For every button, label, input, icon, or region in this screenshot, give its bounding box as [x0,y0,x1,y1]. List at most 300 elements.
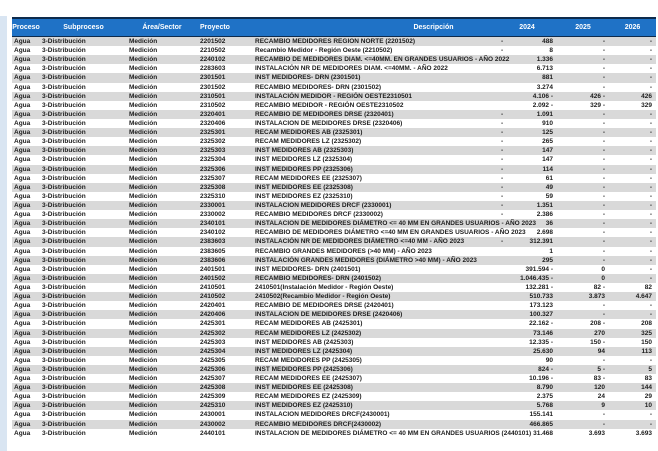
cell-2026[interactable]: - [649,110,652,118]
cell-2026[interactable]: - [649,47,652,55]
cell-2026[interactable]: 3.693 [635,429,652,437]
cell-2024[interactable] [497,283,557,292]
cell-descripcion[interactable]: INST MEDIDORES LZ (2425304) [255,347,353,355]
cell-area-sector[interactable]: Medición [129,83,158,91]
cell-proyecto[interactable]: 2425303 [200,338,226,346]
cell-proyecto[interactable]: 2325308 [200,183,226,191]
cell-area-sector[interactable]: Medición [129,174,158,182]
cell-2025[interactable]: 270 [594,329,605,337]
cell-proyecto[interactable]: 2283603 [200,65,226,73]
cell-area-sector[interactable]: Medición [129,156,158,164]
cell-2025[interactable]: - [602,65,605,73]
cell-2026[interactable]: - [649,65,652,73]
cell-descripcion[interactable]: INSTALACIÓN NR DE MEDIDORES DIÁMETRO <=40 MM - AÑO 2023 [255,238,465,246]
cell-area-sector[interactable]: Medición [129,101,158,109]
cell-descripcion[interactable]: INST MEDIDORES PP (2425306) [255,365,353,373]
cell-subproceso[interactable]: 3-Distribución [42,274,86,282]
cell-2024[interactable] [497,46,557,55]
cell-subproceso[interactable]: 3-Distribución [42,347,86,355]
cell-proceso[interactable]: Agua [14,347,31,355]
cell-subproceso[interactable]: 3-Distribución [42,165,86,173]
cell-descripcion[interactable]: 2410501(Instalación Medidor - Región Oeste) [255,283,394,291]
cell-2024[interactable] [497,228,557,237]
cell-2026[interactable]: - [649,129,652,137]
cell-2026[interactable]: - [649,356,652,364]
cell-descripcion[interactable]: RECAM MEDIDORES EZ (2425309) [255,393,362,401]
header-2025[interactable]: 2025 [575,24,591,31]
cell-descripcion[interactable]: RECAMBIO MEDIDORES DRCF(2430002) [255,420,382,428]
cell-2026[interactable]: - [649,211,652,219]
cell-2026[interactable]: 325 [641,329,652,337]
cell-proceso[interactable]: Agua [14,320,31,328]
cell-proyecto[interactable]: 2301502 [200,83,226,91]
cell-proyecto[interactable]: 2310502 [200,101,226,109]
cell-area-sector[interactable]: Medición [129,165,158,173]
cell-2026[interactable]: 82 [644,283,652,291]
cell-2025[interactable]: 83 - [593,375,605,383]
cell-proceso[interactable]: Agua [14,256,31,264]
cell-proyecto[interactable]: 2325304 [200,156,226,164]
cell-proceso[interactable]: Agua [14,365,31,373]
cell-proyecto[interactable]: 2425307 [200,375,226,383]
cell-subproceso[interactable]: 3-Distribución [42,293,86,301]
cell-proceso[interactable]: Agua [14,211,31,219]
cell-2024[interactable] [497,301,557,310]
cell-area-sector[interactable]: Medición [129,393,158,401]
cell-2026[interactable]: - [649,274,652,282]
cell-2025[interactable]: - [602,356,605,364]
cell-2024[interactable] [497,183,557,192]
cell-proyecto[interactable]: 2425302 [200,329,226,337]
cell-proceso[interactable]: Agua [14,138,31,146]
cell-proceso[interactable]: Agua [14,119,31,127]
cell-area-sector[interactable]: Medición [129,192,158,200]
cell-proceso[interactable]: Agua [14,56,31,64]
cell-proceso[interactable]: Agua [14,174,31,182]
cell-2025[interactable]: - [602,129,605,137]
cell-2026[interactable]: 4.647 [635,293,652,301]
cell-proyecto[interactable]: 2425309 [200,393,226,401]
cell-proceso[interactable]: Agua [14,38,31,45]
cell-2026[interactable]: - [649,411,652,419]
cell-proceso[interactable]: Agua [14,101,31,109]
cell-2025[interactable]: 82 - [593,283,605,291]
cell-area-sector[interactable]: Medición [129,256,158,264]
cell-proceso[interactable]: Agua [14,147,31,155]
cell-subproceso[interactable]: 3-Distribución [42,238,86,246]
cell-subproceso[interactable]: 3-Distribución [42,247,86,255]
cell-area-sector[interactable]: Medición [129,365,158,373]
cell-area-sector[interactable]: Medición [129,247,158,255]
cell-proceso[interactable]: Agua [14,92,31,100]
cell-2025[interactable]: - [602,47,605,55]
cell-subproceso[interactable]: 3-Distribución [42,147,86,155]
cell-descripcion[interactable]: RECAMBIO MEDIDORES DRCF (2330002) [255,211,383,219]
cell-descripcion[interactable]: INST MEDIDORES PP (2325306) [255,165,353,173]
cell-subproceso[interactable]: 3-Distribución [42,56,86,64]
cell-2024[interactable] [497,201,557,210]
cell-subproceso[interactable]: 3-Distribución [42,265,86,273]
cell-2025[interactable]: 426 - [590,92,605,100]
cell-area-sector[interactable]: Medición [129,211,158,219]
cell-area-sector[interactable]: Medición [129,183,158,191]
cell-descripcion[interactable]: INST MEDIDORES EZ (2425310) [255,402,353,410]
cell-proceso[interactable]: Agua [14,47,31,55]
cell-2025[interactable]: - [602,138,605,146]
cell-area-sector[interactable]: Medición [129,302,158,310]
cell-descripcion[interactable]: INST MEDIDORES EZ (2325310) [255,192,353,200]
cell-proceso[interactable]: Agua [14,384,31,392]
cell-subproceso[interactable]: 3-Distribución [42,83,86,91]
cell-2024[interactable] [497,329,557,338]
cell-2024[interactable] [497,37,557,46]
cell-2025[interactable]: - [602,74,605,82]
cell-2024[interactable] [497,237,557,246]
cell-2025[interactable]: - [602,238,605,246]
cell-area-sector[interactable]: Medición [129,384,158,392]
cell-proyecto[interactable]: 2410501 [200,283,226,291]
cell-descripcion[interactable]: INSTALACION DE MEDIDORES DIÁMETRO <= 40 MM EN GRANDES USUARIOS - AÑO 2023 [255,220,536,228]
cell-2026[interactable]: - [649,247,652,255]
cell-subproceso[interactable]: 3-Distribución [42,92,86,100]
cell-proyecto[interactable]: 2425304 [200,347,226,355]
cell-descripcion[interactable]: INST MEDIDORES AB (2425303) [255,338,354,346]
cell-2026[interactable]: - [649,147,652,155]
cell-proyecto[interactable]: 2340102 [200,229,226,237]
cell-proceso[interactable]: Agua [14,356,31,364]
header-proceso[interactable]: Proceso [12,24,40,31]
cell-proceso[interactable]: Agua [14,83,31,91]
cell-area-sector[interactable]: Medición [129,74,158,82]
cell-2025[interactable]: - [602,192,605,200]
cell-2026[interactable]: - [649,138,652,146]
cell-area-sector[interactable]: Medición [129,229,158,237]
cell-2024[interactable] [497,174,557,183]
cell-2026[interactable]: - [649,38,652,45]
cell-proyecto[interactable]: 2440101 [200,429,226,437]
cell-2024[interactable] [497,356,557,365]
cell-2026[interactable]: 329 [641,101,652,109]
cell-descripcion[interactable]: INST MEDIDORES- DRN (2401501) [255,265,361,273]
cell-subproceso[interactable]: 3-Distribución [42,338,86,346]
cell-descripcion[interactable]: RECAM MEDIDORES LZ (2325302) [255,138,362,146]
cell-descripcion[interactable]: 2410502(Recambio Medidor - Región Oeste) [255,293,391,301]
cell-descripcion[interactable]: RECAM MEDIDORES LZ (2425302) [255,329,362,337]
cell-area-sector[interactable]: Medición [129,375,158,383]
cell-area-sector[interactable]: Medición [129,129,158,137]
cell-2024[interactable] [497,365,557,374]
cell-area-sector[interactable]: Medición [129,338,158,346]
cell-2025[interactable]: 3.693 [588,429,605,437]
cell-2026[interactable]: - [649,201,652,209]
header-subproceso[interactable]: Subproceso [63,24,104,31]
cell-proyecto[interactable]: 2430002 [200,420,226,428]
cell-subproceso[interactable]: 3-Distribución [42,375,86,383]
cell-proceso[interactable]: Agua [14,411,31,419]
cell-subproceso[interactable]: 3-Distribución [42,174,86,182]
cell-proyecto[interactable]: 2325302 [200,138,226,146]
cell-2025[interactable]: 3.873 [588,293,605,301]
cell-2025[interactable]: 9 [601,402,605,410]
cell-2024[interactable] [497,319,557,328]
cell-descripcion[interactable]: INSTALACION DE MEDIDORES DIÁMETRO <= 40 MM EN GRANDES USUARIOS (2440101) [255,429,532,437]
cell-2025[interactable]: - [602,256,605,264]
cell-proyecto[interactable]: 2325303 [200,147,226,155]
cell-2024[interactable] [497,265,557,274]
cell-descripcion[interactable]: RECAMBIO MEDIDOR - REGIÓN OESTE2310502 [255,101,404,109]
cell-descripcion[interactable]: INSTALACION MEDIDORES DRCF(2430001) [255,411,390,419]
cell-2024[interactable] [497,310,557,319]
cell-area-sector[interactable]: Medición [129,320,158,328]
cell-descripcion[interactable]: RECAMBIO MEDIDORES- DRN (2401502) [255,274,382,282]
cell-descripcion[interactable]: INST MEDIDORES LZ (2325304) [255,156,353,164]
cell-2026[interactable]: 83 [644,375,652,383]
cell-descripcion[interactable]: INSTALACION MEDIDORES DRCF (2330001) [255,201,392,209]
cell-proceso[interactable]: Agua [14,274,31,282]
cell-2025[interactable]: - [602,83,605,91]
cell-proceso[interactable]: Agua [14,247,31,255]
cell-proyecto[interactable]: 2325307 [200,174,226,182]
cell-proceso[interactable]: Agua [14,265,31,273]
cell-subproceso[interactable]: 3-Distribución [42,365,86,373]
cell-proyecto[interactable]: 2410502 [200,293,226,301]
cell-proyecto[interactable]: 2401501 [200,265,226,273]
cell-area-sector[interactable]: Medición [129,347,158,355]
cell-descripcion[interactable]: RECAMBIO MEDIDORES REGION NORTE (2201502) [255,38,416,45]
cell-proceso[interactable]: Agua [14,238,31,246]
cell-descripcion[interactable]: INST MEDIDORES EE (2425308) [255,384,353,392]
cell-subproceso[interactable]: 3-Distribución [42,183,86,191]
cell-descripcion[interactable]: RECAMBIO GRANDES MEDIDORES (>40 MM) - AÑO 2023 [255,247,432,255]
cell-area-sector[interactable]: Medición [129,293,158,301]
cell-area-sector[interactable]: Medición [129,265,158,273]
cell-area-sector[interactable]: Medición [129,220,158,228]
cell-2024[interactable] [497,429,557,438]
cell-subproceso[interactable]: 3-Distribución [42,420,86,428]
cell-2025[interactable]: - [602,247,605,255]
cell-area-sector[interactable]: Medición [129,65,158,73]
cell-proyecto[interactable]: 2425308 [200,384,226,392]
cell-proyecto[interactable]: 2210502 [200,47,226,55]
cell-proyecto[interactable]: 2325301 [200,129,226,137]
cell-proyecto[interactable]: 2383605 [200,247,226,255]
cell-2025[interactable]: 150 - [590,338,605,346]
cell-proceso[interactable]: Agua [14,156,31,164]
cell-proceso[interactable]: Agua [14,302,31,310]
cell-area-sector[interactable]: Medición [129,38,158,45]
cell-2026[interactable]: - [649,220,652,228]
cell-2025[interactable]: - [602,147,605,155]
cell-2026[interactable]: - [649,192,652,200]
cell-2026[interactable]: 208 [641,320,652,328]
cell-proyecto[interactable]: 2325306 [200,165,226,173]
cell-2024[interactable] [497,374,557,383]
cell-area-sector[interactable]: Medición [129,402,158,410]
cell-proyecto[interactable]: 2310501 [200,92,226,100]
cell-2024[interactable] [497,128,557,137]
cell-descripcion[interactable]: RECAMBIO DE MEDIDORES DRSE (2320401) [255,110,394,118]
cell-2026[interactable]: 113 [641,347,652,355]
cell-2025[interactable]: 5 - [597,365,605,373]
cell-2024[interactable] [497,274,557,283]
cell-proceso[interactable]: Agua [14,329,31,337]
cell-descripcion[interactable]: INST MEDIDORES EE (2325308) [255,183,353,191]
cell-proceso[interactable]: Agua [14,65,31,73]
cell-descripcion[interactable]: RECAMBIO MEDIDORES- DRN (2301502) [255,83,382,91]
cell-proceso[interactable]: Agua [14,220,31,228]
cell-2026[interactable]: 5 [648,365,652,373]
cell-area-sector[interactable]: Medición [129,311,158,319]
cell-proyecto[interactable]: 2320406 [200,119,226,127]
cell-2026[interactable]: - [649,420,652,428]
cell-2025[interactable]: 94 [597,347,605,355]
cell-descripcion[interactable]: INSTALACIÓN NR DE MEDIDORES DIAM. <=40MM. - AÑO 2022 [255,65,448,73]
cell-proceso[interactable]: Agua [14,192,31,200]
cell-2025[interactable]: - [602,38,605,45]
cell-subproceso[interactable]: 3-Distribución [42,101,86,109]
cell-subproceso[interactable]: 3-Distribución [42,74,86,82]
cell-2025[interactable]: 329 - [590,101,605,109]
cell-proyecto[interactable]: 2325310 [200,192,226,200]
cell-2024[interactable] [497,383,557,392]
cell-2025[interactable]: - [602,156,605,164]
cell-proyecto[interactable]: 2330001 [200,201,226,209]
cell-descripcion[interactable]: INST MEDIDORES AB (2325303) [255,147,354,155]
cell-2024[interactable] [497,410,557,419]
cell-subproceso[interactable]: 3-Distribución [42,302,86,310]
cell-proyecto[interactable]: 2425301 [200,320,226,328]
cell-2025[interactable]: - [602,411,605,419]
cell-2026[interactable]: - [649,56,652,64]
cell-2024[interactable] [497,110,557,119]
cell-descripcion[interactable]: Recambio Medidor - Región Oeste (2210502) [255,47,393,55]
cell-area-sector[interactable]: Medición [129,201,158,209]
cell-descripcion[interactable]: INSTALACION DE MEDIDORES DRSE (2420406) [255,311,403,319]
cell-2025[interactable]: 0 [601,265,605,273]
cell-area-sector[interactable]: Medición [129,56,158,64]
cell-subproceso[interactable]: 3-Distribución [42,65,86,73]
cell-2026[interactable]: 29 [644,393,652,401]
cell-area-sector[interactable]: Medición [129,274,158,282]
cell-proceso[interactable]: Agua [14,283,31,291]
cell-2024[interactable] [497,73,557,82]
cell-2024[interactable] [497,83,557,92]
cell-area-sector[interactable]: Medición [129,110,158,118]
cell-descripcion[interactable]: RECAMBIO DE MEDIDORES DIÁMETRO <=40 MM EN GRANDES USUARIOS - AÑO 2023 [255,229,526,237]
cell-2025[interactable]: - [602,183,605,191]
cell-proyecto[interactable]: 2425306 [200,365,226,373]
cell-2025[interactable]: - [602,311,605,319]
cell-2026[interactable]: - [649,238,652,246]
cell-2026[interactable]: - [649,302,652,310]
cell-2024[interactable] [497,256,557,265]
cell-2026[interactable]: 144 [641,384,652,392]
cell-area-sector[interactable]: Medición [129,119,158,127]
cell-subproceso[interactable]: 3-Distribución [42,220,86,228]
cell-proceso[interactable]: Agua [14,229,31,237]
cell-descripcion[interactable]: INSTALACIÓN MEDIDOR - REGIÓN OESTE2310501 [255,92,412,100]
cell-subproceso[interactable]: 3-Distribución [42,156,86,164]
cell-descripcion[interactable]: RECAM MEDIDORES EE (2325307) [255,174,362,182]
cell-proyecto[interactable]: 2320401 [200,110,226,118]
cell-subproceso[interactable]: 3-Distribución [42,393,86,401]
cell-2025[interactable]: - [602,56,605,64]
cell-2024[interactable] [497,137,557,146]
cell-2025[interactable]: - [602,201,605,209]
cell-2024[interactable] [497,338,557,347]
cell-descripcion[interactable]: RECAM MEDIDORES PP (2425305) [255,356,362,364]
cell-2026[interactable]: - [649,83,652,91]
cell-subproceso[interactable]: 3-Distribución [42,311,86,319]
cell-2026[interactable]: - [649,74,652,82]
cell-proceso[interactable]: Agua [14,311,31,319]
cell-proyecto[interactable]: 2383603 [200,238,226,246]
cell-proyecto[interactable]: 2430001 [200,411,226,419]
cell-2025[interactable]: - [602,119,605,127]
cell-proceso[interactable]: Agua [14,74,31,82]
cell-subproceso[interactable]: 3-Distribución [42,402,86,410]
cell-proceso[interactable]: Agua [14,393,31,401]
cell-proceso[interactable]: Agua [14,293,31,301]
cell-2024[interactable] [497,292,557,301]
cell-descripcion[interactable]: INST MEDIDORES- DRN (2301501) [255,74,361,82]
cell-2024[interactable] [497,101,557,110]
cell-proceso[interactable]: Agua [14,110,31,118]
cell-proyecto[interactable]: 2240102 [200,56,226,64]
header-area-sector[interactable]: Área/Sector [142,24,182,31]
cell-2026[interactable]: - [649,156,652,164]
cell-subproceso[interactable]: 3-Distribución [42,38,86,45]
cell-descripcion[interactable]: RECAMBIO DE MEDIDORES DRSE (2420401) [255,302,394,310]
cell-subproceso[interactable]: 3-Distribución [42,138,86,146]
header-descripcion[interactable]: Descripción [413,24,454,31]
cell-proyecto[interactable]: 2201502 [200,38,226,45]
cell-2026[interactable]: 150 [641,338,652,346]
cell-subproceso[interactable]: 3-Distribución [42,110,86,118]
cell-2025[interactable]: 208 - [590,320,605,328]
cell-2024[interactable] [497,219,557,228]
cell-2025[interactable]: - [602,302,605,310]
cell-proyecto[interactable]: 2420406 [200,311,226,319]
cell-2024[interactable] [497,210,557,219]
cell-area-sector[interactable]: Medición [129,429,158,437]
cell-subproceso[interactable]: 3-Distribución [42,119,86,127]
cell-2026[interactable]: 426 [641,92,652,100]
cell-area-sector[interactable]: Medición [129,411,158,419]
cell-2025[interactable]: - [602,174,605,182]
header-2026[interactable]: 2026 [624,24,641,31]
cell-descripcion[interactable]: RECAM MEDIDORES AB (2425301) [255,320,363,328]
cell-descripcion[interactable]: RECAMBIO DE MEDIDORES DIAM. <=40MM. EN GRANDES USUARIOS - AÑO 2022 [255,56,510,64]
cell-2024[interactable] [497,92,557,101]
cell-descripcion[interactable]: INSTALACION DE MEDIDORES DRSE (2320406) [255,119,403,127]
cell-proceso[interactable]: Agua [14,183,31,191]
cell-2025[interactable]: 24 [597,393,605,401]
cell-area-sector[interactable]: Medición [129,283,158,291]
cell-2026[interactable]: - [649,165,652,173]
cell-2025[interactable]: - [602,420,605,428]
cell-2025[interactable]: - [602,220,605,228]
cell-area-sector[interactable]: Medición [129,92,158,100]
cell-2026[interactable]: - [649,311,652,319]
header-proyecto[interactable]: Proyecto [200,24,230,31]
header-2024[interactable]: 2024 [519,24,535,31]
cell-2025[interactable]: 0 [601,274,605,282]
cell-proceso[interactable]: Agua [14,338,31,346]
cell-subproceso[interactable]: 3-Distribución [42,320,86,328]
cell-proceso[interactable]: Agua [14,429,31,437]
cell-2025[interactable]: - [602,165,605,173]
